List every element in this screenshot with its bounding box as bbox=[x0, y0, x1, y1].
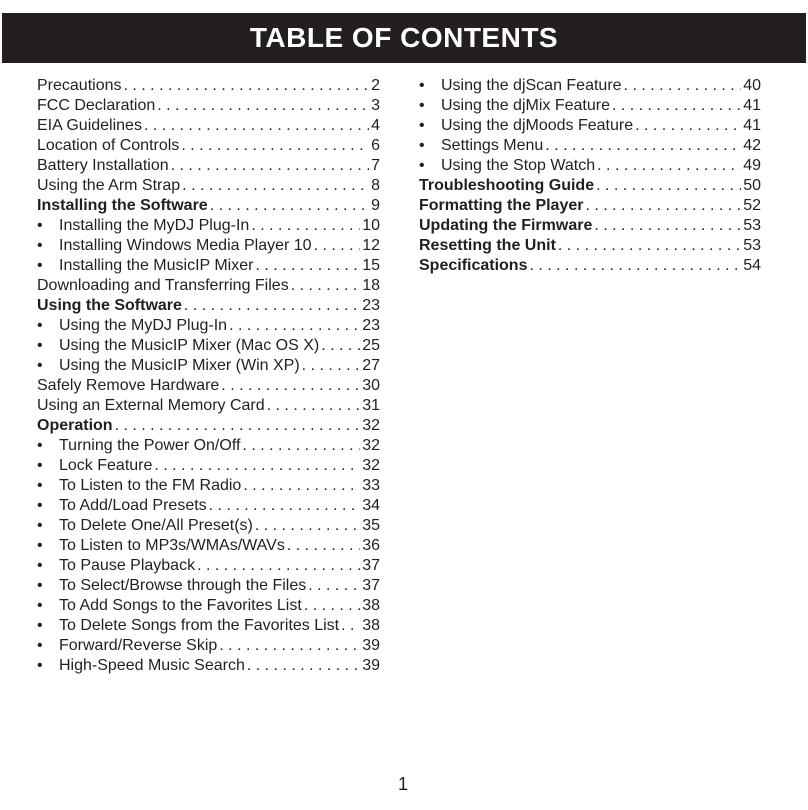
toc-entry-title: • Installing the MyDJ Plug-In bbox=[37, 216, 249, 236]
toc-leader-dots bbox=[302, 356, 361, 376]
toc-entry-title: Precautions bbox=[37, 77, 122, 94]
toc-leader-dots bbox=[267, 396, 361, 416]
toc-entry[interactable] bbox=[419, 176, 761, 196]
toc-entry[interactable] bbox=[37, 416, 380, 436]
toc-left-column bbox=[37, 76, 380, 676]
toc-leader-dots bbox=[219, 636, 360, 656]
toc-entry-page: 10 bbox=[362, 217, 380, 234]
toc-entry[interactable] bbox=[37, 476, 380, 496]
toc-leader-dots bbox=[115, 416, 361, 436]
toc-entry-page: 7 bbox=[371, 157, 380, 174]
toc-entry[interactable] bbox=[419, 96, 761, 116]
toc-entry-page: 2 bbox=[371, 77, 380, 94]
toc-entry-title: Resetting the Unit bbox=[419, 237, 556, 254]
toc-entry[interactable] bbox=[419, 136, 761, 156]
toc-entry-title: • Installing Windows Media Player 10 bbox=[37, 236, 312, 256]
toc-entry[interactable] bbox=[37, 456, 380, 476]
toc-entry[interactable] bbox=[37, 516, 380, 536]
toc-entry-page: 4 bbox=[371, 117, 380, 134]
toc-entry-page: 49 bbox=[743, 157, 761, 174]
toc-entry[interactable] bbox=[37, 276, 380, 296]
toc-entry[interactable] bbox=[419, 116, 761, 136]
toc-entry-page: 9 bbox=[371, 197, 380, 214]
toc-entry-title: • Using the MusicIP Mixer (Mac OS X) bbox=[37, 336, 319, 356]
toc-entry[interactable] bbox=[37, 296, 380, 316]
toc-entry[interactable] bbox=[37, 576, 380, 596]
toc-entry-page: 27 bbox=[362, 357, 380, 374]
toc-entry-title: • Forward/Reverse Skip bbox=[37, 636, 217, 656]
toc-entry-title: Downloading and Transferring Files bbox=[37, 277, 289, 294]
toc-leader-dots bbox=[529, 256, 741, 276]
toc-entry-title: Using an External Memory Card bbox=[37, 397, 265, 414]
toc-leader-dots bbox=[304, 596, 360, 616]
toc-entry-title: • High-Speed Music Search bbox=[37, 656, 245, 676]
toc-leader-dots bbox=[157, 96, 369, 116]
toc-entry-page: 32 bbox=[362, 417, 380, 434]
toc-entry[interactable] bbox=[37, 256, 380, 276]
toc-entry-page: 37 bbox=[362, 557, 380, 574]
toc-entry-title: Operation bbox=[37, 417, 113, 434]
toc-entry-title: • To Delete Songs from the Favorites List bbox=[37, 616, 339, 636]
toc-leader-dots bbox=[585, 196, 741, 216]
toc-entry-page: 15 bbox=[362, 257, 380, 274]
header-bar bbox=[2, 13, 806, 63]
toc-entry-page: 8 bbox=[371, 177, 380, 194]
toc-entry[interactable] bbox=[419, 196, 761, 216]
toc-leader-dots bbox=[255, 516, 360, 536]
toc-entry-title: Specifications bbox=[419, 257, 528, 274]
toc-leader-dots bbox=[596, 176, 741, 196]
toc-entry[interactable] bbox=[37, 336, 380, 356]
toc-leader-dots bbox=[229, 316, 360, 336]
toc-entry-title: • To Add Songs to the Favorites List bbox=[37, 596, 302, 616]
toc-entry-page: 50 bbox=[743, 177, 761, 194]
toc-entry-title: • To Pause Playback bbox=[37, 556, 195, 576]
toc-entry-title: • To Listen to MP3s/WMAs/WAVs bbox=[37, 536, 285, 556]
toc-entry-title: Using the Software bbox=[37, 297, 182, 314]
toc-entry-title: • Settings Menu bbox=[419, 136, 543, 156]
toc-entry-page: 39 bbox=[362, 637, 380, 654]
toc-entry-page: 18 bbox=[362, 277, 380, 294]
toc-entry-title: Updating the Firmware bbox=[419, 217, 593, 234]
toc-entry-page: 40 bbox=[743, 77, 761, 94]
toc-entry-title: • Using the djMoods Feature bbox=[419, 116, 633, 136]
toc-entry-page: 37 bbox=[362, 577, 380, 594]
toc-leader-dots bbox=[184, 296, 360, 316]
toc-entry[interactable] bbox=[37, 176, 380, 196]
toc-entry-page: 3 bbox=[371, 97, 380, 114]
toc-entry-page: 39 bbox=[362, 657, 380, 674]
page-title: TABLE OF CONTENTS bbox=[249, 22, 559, 53]
toc-entry-page: 38 bbox=[362, 597, 380, 614]
toc-entry-page: 53 bbox=[743, 237, 761, 254]
toc-entry[interactable] bbox=[37, 596, 380, 616]
toc-entry-title: Battery Installation bbox=[37, 157, 169, 174]
toc-leader-dots bbox=[197, 556, 360, 576]
toc-entry[interactable] bbox=[37, 76, 380, 96]
toc-entry[interactable] bbox=[37, 536, 380, 556]
toc-entry-page: 32 bbox=[362, 457, 380, 474]
toc-leader-dots bbox=[251, 216, 360, 236]
toc-entry-title: Safely Remove Hardware bbox=[37, 377, 220, 394]
toc-entry-title: • To Delete One/All Preset(s) bbox=[37, 516, 253, 536]
toc-leader-dots bbox=[221, 376, 360, 396]
toc-entry-title: • Turning the Power On/Off bbox=[37, 436, 240, 456]
toc-entry[interactable] bbox=[37, 216, 380, 236]
toc-leader-dots bbox=[144, 116, 369, 136]
toc-entry-title: • Using the MyDJ Plug-In bbox=[37, 316, 227, 336]
toc-entry[interactable] bbox=[37, 196, 380, 216]
toc-leader-dots bbox=[597, 156, 741, 176]
toc-entry-title: • To Select/Browse through the Files bbox=[37, 576, 306, 596]
toc-leader-dots bbox=[242, 436, 360, 456]
toc-entry[interactable] bbox=[419, 76, 761, 96]
toc-entry[interactable] bbox=[37, 356, 380, 376]
toc-entry-page: 38 bbox=[362, 617, 380, 634]
toc-entry-page: 52 bbox=[743, 197, 761, 214]
toc-entry[interactable] bbox=[37, 316, 380, 336]
toc-entry-page: 6 bbox=[371, 137, 380, 154]
toc-entry-page: 30 bbox=[362, 377, 380, 394]
toc-entry-page: 23 bbox=[362, 297, 380, 314]
toc-leader-dots bbox=[308, 576, 360, 596]
toc-leader-dots bbox=[612, 96, 741, 116]
toc-leader-dots bbox=[594, 216, 741, 236]
toc-entry-title: Installing the Software bbox=[37, 197, 208, 214]
toc-entry-title: • Lock Feature bbox=[37, 456, 152, 476]
toc-entry-page: 41 bbox=[743, 117, 761, 134]
toc-entry-page: 25 bbox=[362, 337, 380, 354]
toc-leader-dots bbox=[124, 76, 370, 96]
toc-leader-dots bbox=[635, 116, 741, 136]
toc-entry[interactable] bbox=[37, 656, 380, 676]
toc-entry[interactable] bbox=[419, 236, 761, 256]
toc-entry-page: 33 bbox=[362, 477, 380, 494]
toc-leader-dots bbox=[255, 256, 360, 276]
toc-entry[interactable] bbox=[37, 236, 380, 256]
toc-leader-dots bbox=[181, 136, 369, 156]
toc-entry-title: • To Add/Load Presets bbox=[37, 496, 207, 516]
toc-entry-page: 42 bbox=[743, 137, 761, 154]
toc-leader-dots bbox=[154, 456, 360, 476]
toc-entry-title: • To Listen to the FM Radio bbox=[37, 476, 241, 496]
toc-entry[interactable] bbox=[37, 436, 380, 456]
toc-leader-dots bbox=[341, 616, 360, 636]
toc-entry[interactable] bbox=[37, 556, 380, 576]
toc-leader-dots bbox=[209, 496, 361, 516]
toc-entry[interactable] bbox=[419, 256, 761, 276]
toc-entry-title: • Using the MusicIP Mixer (Win XP) bbox=[37, 356, 300, 376]
toc-entry-page: 23 bbox=[362, 317, 380, 334]
toc-entry[interactable] bbox=[37, 396, 380, 416]
toc-entry-title: Location of Controls bbox=[37, 137, 180, 154]
toc-leader-dots bbox=[182, 176, 369, 196]
toc-entry-title: FCC Declaration bbox=[37, 97, 156, 114]
toc-entry-page: 34 bbox=[362, 497, 380, 514]
toc-leader-dots bbox=[247, 656, 360, 676]
toc-entry-page: 54 bbox=[743, 257, 761, 274]
toc-entry[interactable] bbox=[419, 216, 761, 236]
toc-right-column bbox=[419, 76, 761, 276]
toc-entry[interactable] bbox=[37, 116, 380, 136]
toc-entry[interactable] bbox=[37, 96, 380, 116]
toc-entry-title: • Installing the MusicIP Mixer bbox=[37, 256, 253, 276]
toc-entry[interactable] bbox=[37, 376, 380, 396]
toc-leader-dots bbox=[314, 236, 361, 256]
toc-entry-page: 12 bbox=[362, 237, 380, 254]
toc-entry-title: Formatting the Player bbox=[419, 197, 584, 214]
toc-leader-dots bbox=[171, 156, 369, 176]
toc-entry-title: • Using the djScan Feature bbox=[419, 76, 622, 96]
toc-entry-page: 35 bbox=[362, 517, 380, 534]
toc-entry-page: 53 bbox=[743, 217, 761, 234]
toc-entry-title: Troubleshooting Guide bbox=[419, 177, 595, 194]
toc-entry[interactable] bbox=[37, 636, 380, 656]
toc-entry-title: EIA Guidelines bbox=[37, 117, 142, 134]
toc-entry-page: 36 bbox=[362, 537, 380, 554]
toc-entry[interactable] bbox=[419, 156, 761, 176]
toc-leader-dots bbox=[558, 236, 741, 256]
toc-leader-dots bbox=[243, 476, 360, 496]
toc-leader-dots bbox=[291, 276, 361, 296]
toc-entry-page: 41 bbox=[743, 97, 761, 114]
toc-leader-dots bbox=[624, 76, 742, 96]
toc-entry[interactable] bbox=[37, 136, 380, 156]
toc-leader-dots bbox=[287, 536, 360, 556]
toc-leader-dots bbox=[321, 336, 360, 356]
toc-entry-title: • Using the djMix Feature bbox=[419, 96, 610, 116]
toc-leader-dots bbox=[210, 196, 369, 216]
toc-entry-page: 31 bbox=[362, 397, 380, 414]
toc-entry[interactable] bbox=[37, 616, 380, 636]
toc-entry[interactable] bbox=[37, 156, 380, 176]
toc-entry-title: • Using the Stop Watch bbox=[419, 156, 595, 176]
toc-entry-title: Using the Arm Strap bbox=[37, 177, 181, 194]
toc-entry-page: 32 bbox=[362, 437, 380, 454]
toc-leader-dots bbox=[545, 136, 741, 156]
toc-entry[interactable] bbox=[37, 496, 380, 516]
page-number: 1 bbox=[397, 774, 408, 794]
